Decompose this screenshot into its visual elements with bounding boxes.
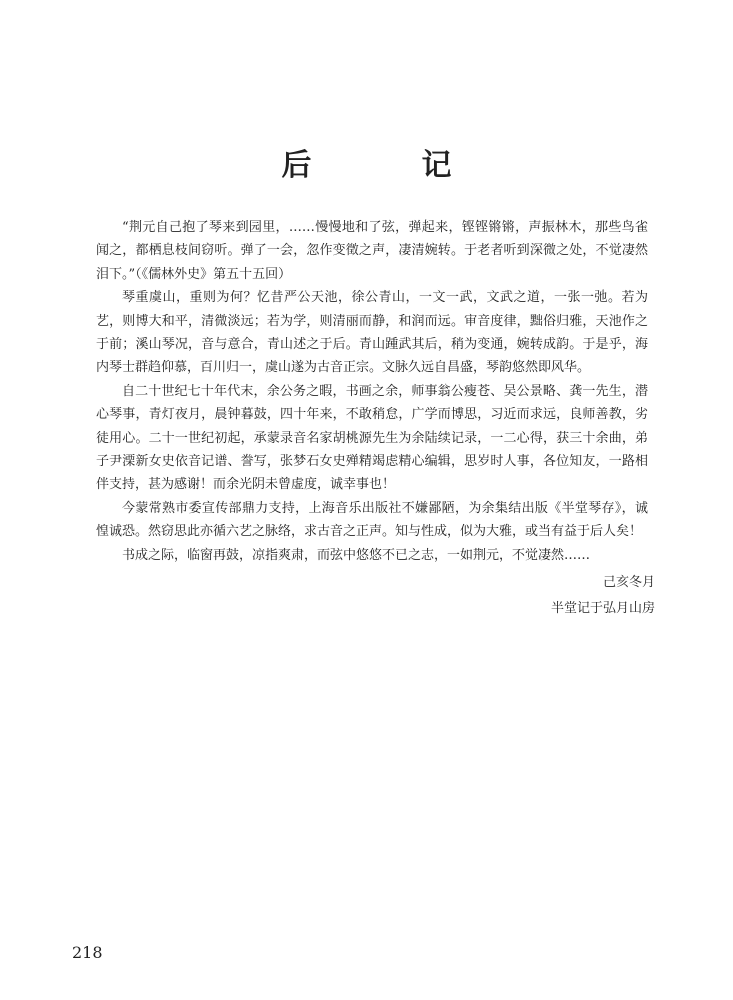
paragraph-publication: 今蒙常熟市委宣传部鼎力支持，上海音乐出版社不嫌鄙陋，为余集结出版《半堂琴存》，诚惶诚恐。然窃思此亦循六艺之脉络，求古音之正声。知与性成，似为大雅，或当有益于后人矣！ [96, 500, 648, 540]
signature-date: 己亥冬月 [602, 575, 655, 590]
signature-block [551, 570, 655, 622]
page-number: 218 [72, 943, 103, 962]
paragraph-study-history: 自二十世纪七十年代末，余公务之暇，书画之余，师事翁公瘦苍、吴公景略、龚一先生，潜心琴事，青灯夜月，晨钟暮鼓，四十年来，不敢稍怠，广学而博思，习近而求远，良师善教，劣徒用心。二十一世纪初起，承蒙录音名家胡桃源先生为余陆续记录，一二心得，获三十余曲，弟子尹溧新女史依音记谱、誊写，张梦石女史殚精竭虑精心编辑，思岁时人事，各位知友，一路相伴支持，甚为感谢！而余光阴未曾虚度，诚幸事也！ [96, 383, 648, 493]
afterword-body [96, 216, 648, 567]
page-title: 后 记 [281, 148, 492, 183]
signature-author: 半堂记于弘月山房 [550, 601, 655, 616]
paragraph-yushan-qin: 琴重虞山，重则为何？忆昔严公天池，徐公青山，一文一武，文武之道，一张一弛。若为艺，则博大和平，清微淡远；若为学，则清丽而静，和润而远。审音度律，黜俗归雅，天池作之于前；溪山琴况，音与意合，青山述之于后。青山踵武其后，稍为变通，婉转成韵。于是乎，海内琴士群趋仰慕，百川归一，虞山遂为古音正宗。文脉久远自昌盛，琴韵悠然即风华。 [96, 290, 648, 376]
paragraph-quote: “荆元自己抱了琴来到园里，……慢慢地和了弦，弹起来，铿铿锵锵，声振林木，那些鸟雀闻之，都栖息枝间窃听。弹了一会，忽作变徵之声，凄清婉转。于老者听到深微之处，不觉凄然泪下。”（《儒林外史》第五十五回） [96, 220, 648, 282]
paragraph-closing: 书成之际，临窗再鼓，凉指爽肃，而弦中悠悠不已之志，一如荆元，不觉凄然…… [122, 547, 591, 563]
